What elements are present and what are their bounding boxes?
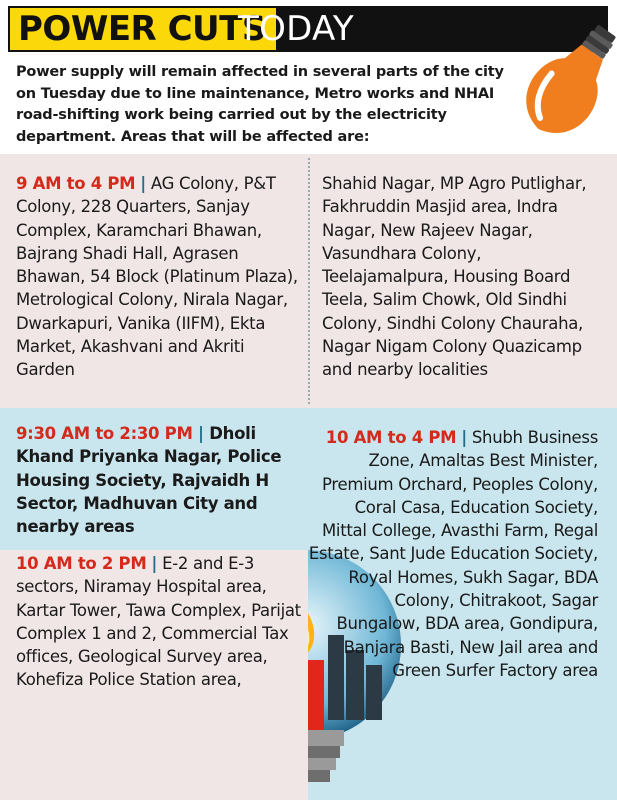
- section-930am-230pm: [0, 408, 308, 550]
- title-highlight: POWER CUTS: [10, 8, 276, 50]
- time-range: 10 AM to 4 PM: [325, 428, 457, 447]
- section-text: [16, 172, 306, 382]
- column-divider: [308, 158, 310, 404]
- section-10am-4pm: [308, 408, 617, 800]
- section-9am-4pm: [0, 154, 308, 408]
- section-text: [322, 172, 612, 382]
- time-range: 10 AM to 2 PM: [16, 554, 147, 573]
- section-continued: [308, 154, 617, 408]
- section-text: [16, 422, 306, 538]
- separator: |: [151, 554, 158, 573]
- area-list: Dholi Khand Priyanka Nagar, Police Housing Society, Rajvaidh H Sector, Madhuvan City and nearby areas: [16, 424, 282, 537]
- section-10am-2pm: [0, 550, 308, 800]
- area-list: AG Colony, P&T Colony, 228 Quarters, Sanjay Complex, Karamchari Bhawan, Bajrang Shadi Hall, Agrasen Bhawan, 54 Block (Platinum Plaza), Metrological Colony, Nirala Nagar, Dwarkapuri, Vanika (IIFM), Ekta Market, Akashvani and Akriti Garden: [16, 174, 298, 380]
- section-text: [308, 426, 598, 682]
- title-rest: TODAY: [238, 9, 355, 49]
- separator: |: [461, 428, 467, 447]
- time-range: 9:30 AM to 2:30 PM: [16, 424, 193, 443]
- separator: |: [140, 174, 146, 193]
- area-list: Shahid Nagar, MP Agro Putlighar, Fakhruddin Masjid area, Indra Nagar, New Rajeev Nagar, Vasundhara Colony, Teelajamalpura, Housing Board Teela, Salim Chowk, Old Sindhi Colony, Sindhi Colony Chauraha, Nagar Nigam Colony Quazicamp and nearby localities: [322, 174, 587, 380]
- section-text: [16, 552, 306, 692]
- light-bulb-icon: [518, 10, 617, 160]
- area-list: Shubh Business Zone, Amaltas Best Minister, Premium Orchard, Peoples Colony, Coral Casa, Education Society, Mittal College, Avasthi Farm, Regal Estate, Sant Jude Education Society, Royal Homes, Sukh Sagar, BDA Colony, Chitrakoot, Sagar Bungalow, BDA area, Gondipura, Banjara Basti, New Jail area and Green Surfer Factory area: [308, 428, 598, 680]
- area-list: E-2 and E-3 sectors, Niramay Hospital area, Kartar Tower, Tawa Complex, Parijat Complex 1 and 2, Commercial Tax offices, Geological Survey area, Kohefiza Police Station area,: [16, 554, 301, 690]
- intro-text: Power supply will remain affected in several parts of the city on Tuesday due to line maintenance, Metro works and NHAI road-shifting work being carried out by the electricity department. Areas that will be affected are:: [16, 64, 504, 145]
- separator: |: [198, 424, 204, 443]
- time-range: 9 AM to 4 PM: [16, 174, 136, 193]
